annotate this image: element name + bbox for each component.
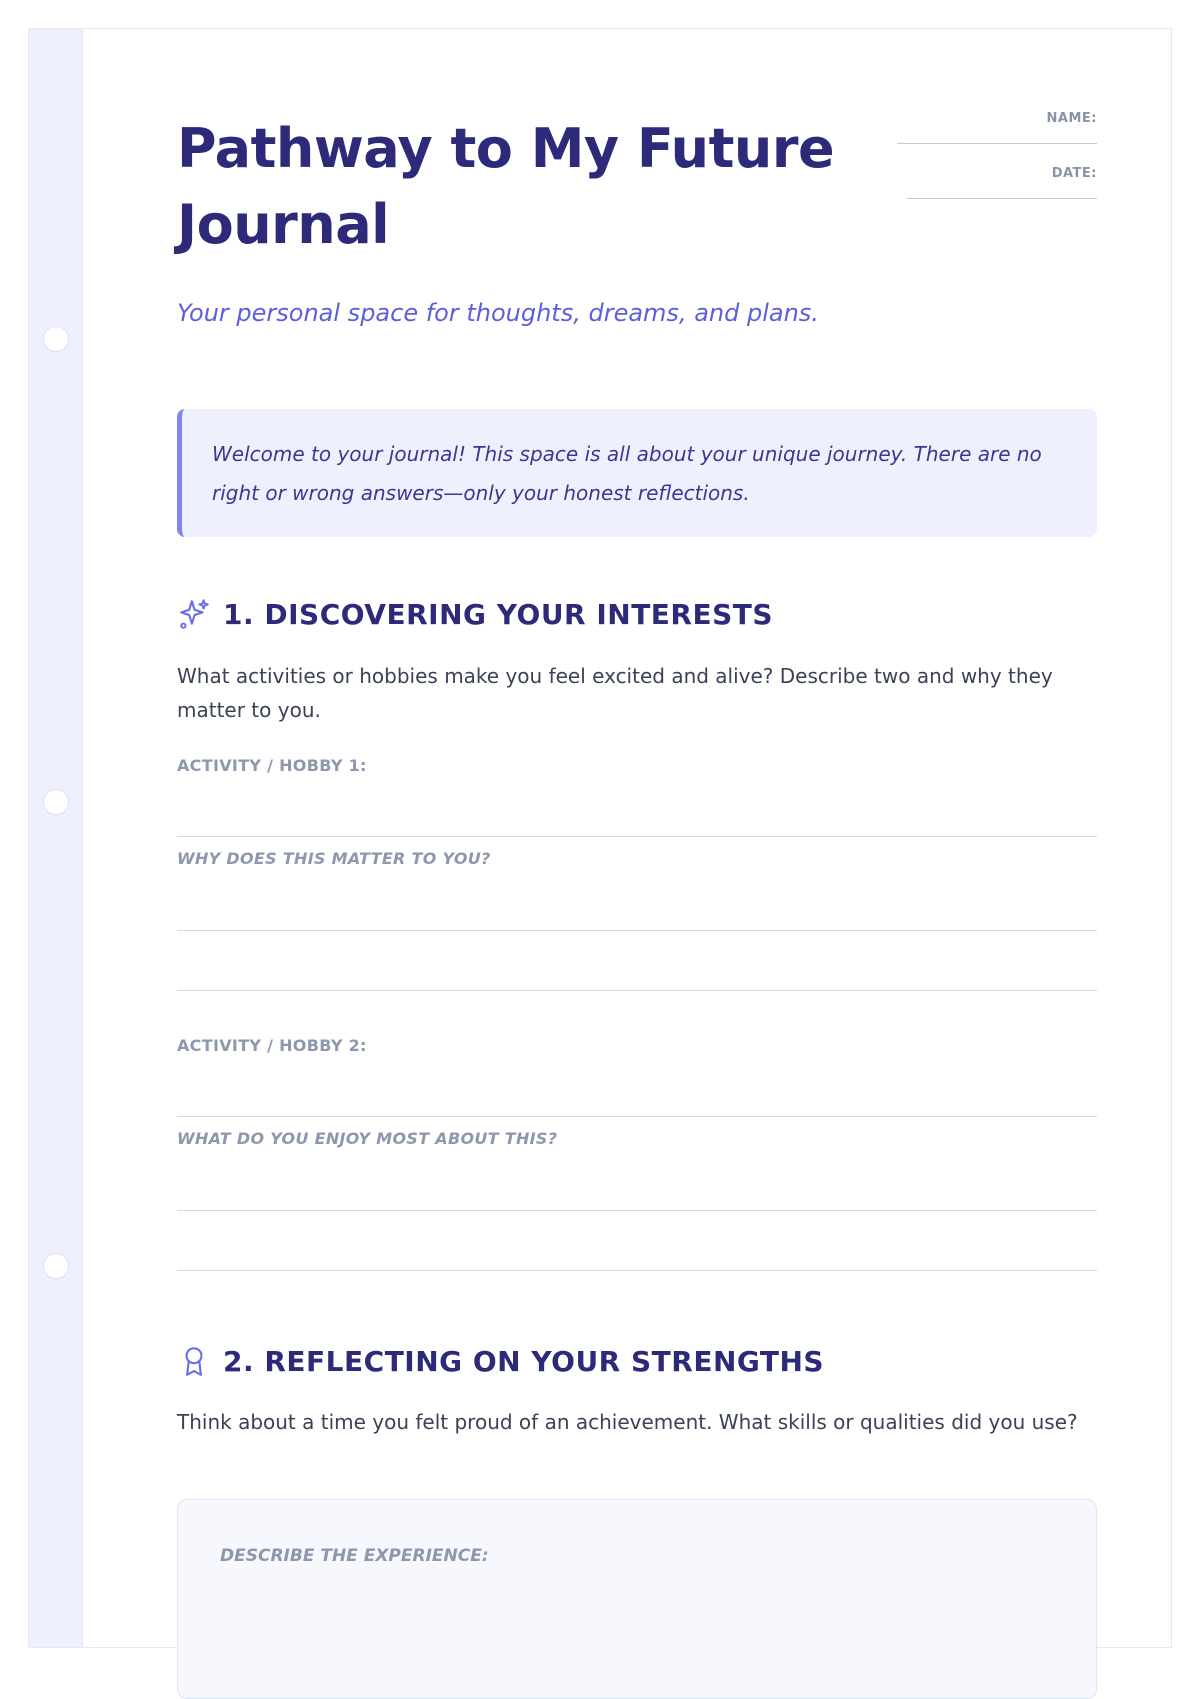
name-date-block [907,111,1097,221]
journal-page [28,28,1172,1648]
why-2-label: WHAT DO YOU ENJOY MOST ABOUT THIS? [177,1129,558,1148]
hobby-1-line[interactable] [177,836,1097,837]
binder-margin [29,29,83,1647]
section-2-prompt: Think about a time you felt proud of an achievement. What skills or qualities did you use? [177,1410,1078,1434]
page-subtitle: Your personal space for thoughts, dreams, and plans. [177,299,819,327]
award-ribbon-icon [177,1344,211,1378]
why-2-line[interactable] [177,1210,1097,1211]
experience-box[interactable] [177,1499,1097,1699]
binder-hole [43,1253,69,1279]
date-label: DATE: [1051,166,1097,181]
section-2-title: 2. REFLECTING ON YOUR STRENGTHS [223,1344,825,1378]
name-field[interactable] [897,126,1097,144]
section-1-heading [177,597,773,631]
welcome-callout [177,409,1097,537]
experience-label: DESCRIBE THE EXPERIENCE: [220,1546,489,1566]
hobby-2-line[interactable] [177,1116,1097,1117]
hobby-2-label: ACTIVITY / HOBBY 2: [177,1036,367,1055]
date-field[interactable] [907,181,1097,199]
section-2-heading [177,1344,824,1378]
sparkles-icon [177,597,211,631]
why-2-line[interactable] [177,1270,1097,1271]
binder-hole [43,789,69,815]
binder-hole [43,326,69,352]
section-1-prompt: What activities or hobbies make you feel excited and alive? Describe two and why they matter to you. [177,664,1053,722]
why-1-line[interactable] [177,930,1097,931]
name-label: NAME: [1046,111,1097,126]
section-1-title: 1. DISCOVERING YOUR INTERESTS [223,597,774,631]
journal-content [177,29,1097,1647]
page-title: Pathway to My Future Journal [177,117,835,256]
welcome-text: Welcome to your journal! This space is all about your unique journey. There are no right or wrong answers—only your honest reflections. [212,442,1042,505]
why-1-label: WHY DOES THIS MATTER TO YOU? [177,849,491,868]
hobby-1-label: ACTIVITY / HOBBY 1: [177,756,367,775]
why-1-line[interactable] [177,990,1097,991]
